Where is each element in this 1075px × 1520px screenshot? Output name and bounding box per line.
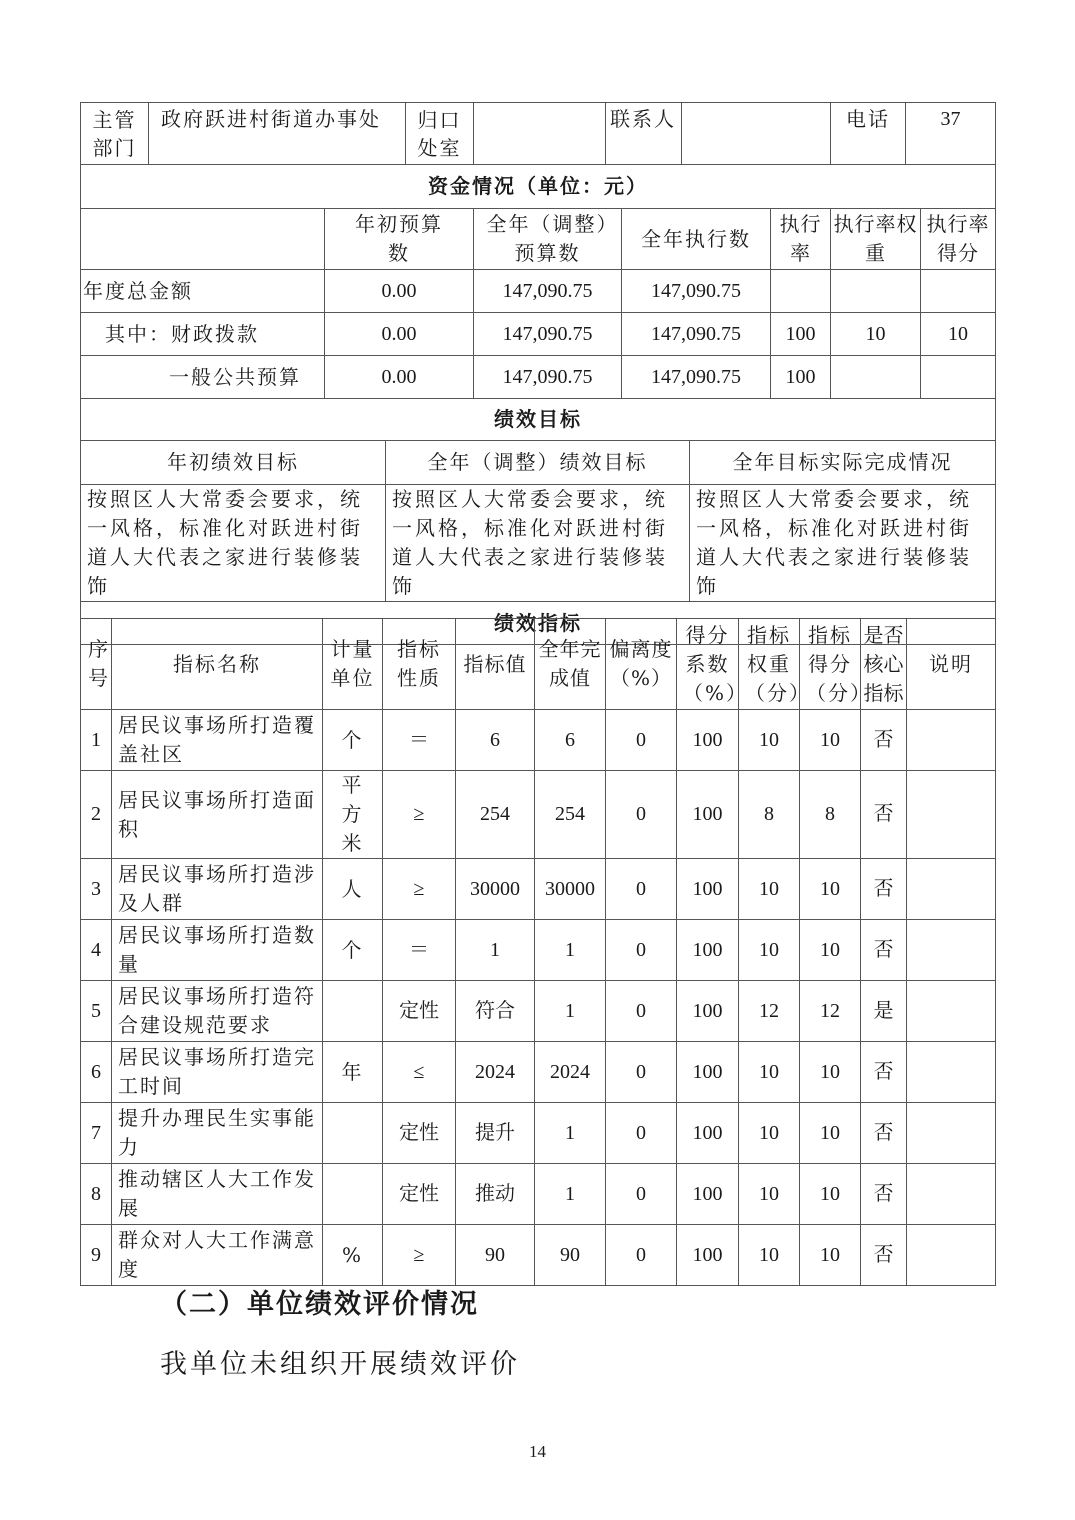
ind-coef: 100: [677, 981, 739, 1042]
ind-target: 推动: [456, 1164, 535, 1225]
office-value: [474, 103, 606, 165]
ind-core: 否: [861, 710, 907, 771]
ind-target: 1: [456, 920, 535, 981]
ind-nature: ＝: [383, 920, 456, 981]
ind-header-coef: 得分系数（%）: [677, 619, 739, 710]
funds-cell: 147,090.75: [474, 270, 622, 313]
ind-coef: 100: [677, 859, 739, 920]
ind-seq: 6: [81, 1042, 112, 1103]
ind-coef: 100: [677, 771, 739, 859]
office-label: 归口处室: [406, 103, 474, 165]
funds-cell: [831, 356, 921, 399]
ind-deviation: 0: [606, 1164, 677, 1225]
ind-coef: 100: [677, 920, 739, 981]
ind-header-unit: 计量单位: [323, 619, 383, 710]
ind-core: 否: [861, 771, 907, 859]
ind-name: 居民议事场所打造覆盖社区: [112, 710, 323, 771]
funds-row-label: 其中：财政拨款: [81, 313, 325, 356]
ind-weight: 10: [739, 920, 800, 981]
ind-unit: %: [323, 1225, 383, 1286]
ind-name: 群众对人大工作满意度: [112, 1225, 323, 1286]
ind-weight: 12: [739, 981, 800, 1042]
ind-note: [907, 1164, 996, 1225]
ind-score: 10: [800, 859, 861, 920]
indicators-table: [80, 618, 996, 1286]
ind-header-name: 指标名称: [112, 619, 323, 710]
funds-cell: 100: [771, 313, 831, 356]
funds-cell: 0.00: [325, 313, 474, 356]
goals-table: [80, 440, 996, 645]
ind-actual: 1: [535, 920, 606, 981]
ind-name: 提升办理民生实事能力: [112, 1103, 323, 1164]
goal-adjusted-text: 按照区人大常委会要求，统一风格，标准化对跃进村街道人大代表之家进行装修装饰: [386, 485, 690, 602]
ind-unit: [323, 1103, 383, 1164]
funds-row: [81, 270, 996, 313]
ind-coef: 100: [677, 1042, 739, 1103]
funds-header-initial-budget: 年初预算数: [325, 209, 474, 270]
ind-coef: 100: [677, 710, 739, 771]
ind-nature: 定性: [383, 981, 456, 1042]
section-heading: （二）单位绩效评价情况: [160, 1289, 479, 1320]
funds-title: 资金情况（单位：元）: [81, 165, 996, 209]
ind-score: 10: [800, 1225, 861, 1286]
ind-seq: 7: [81, 1103, 112, 1164]
funds-cell: [771, 270, 831, 313]
ind-note: [907, 1042, 996, 1103]
ind-actual: 6: [535, 710, 606, 771]
funds-cell: 147,090.75: [622, 356, 771, 399]
ind-nature: 定性: [383, 1164, 456, 1225]
ind-unit: 年: [323, 1042, 383, 1103]
ind-coef: 100: [677, 1225, 739, 1286]
funds-cell: [831, 270, 921, 313]
funds-header-exec-rate: 执行率: [771, 209, 831, 270]
ind-name: 居民议事场所打造数量: [112, 920, 323, 981]
ind-header-note: 说明: [907, 619, 996, 710]
ind-unit: 个: [323, 710, 383, 771]
ind-note: [907, 981, 996, 1042]
table-row: [81, 1225, 996, 1286]
ind-header-score: 指标得分（分）: [800, 619, 861, 710]
funds-row: [81, 356, 996, 399]
ind-name: 居民议事场所打造完工时间: [112, 1042, 323, 1103]
table-row: [81, 1042, 996, 1103]
funds-cell: 147,090.75: [622, 270, 771, 313]
ind-weight: 10: [739, 1103, 800, 1164]
ind-nature: ≥: [383, 771, 456, 859]
funds-header-executed: 全年执行数: [622, 209, 771, 270]
ind-core: 否: [861, 1042, 907, 1103]
ind-actual: 254: [535, 771, 606, 859]
ind-core: 否: [861, 920, 907, 981]
funds-cell: 0.00: [325, 270, 474, 313]
ind-target: 254: [456, 771, 535, 859]
ind-core: 否: [861, 1225, 907, 1286]
ind-nature: ≥: [383, 859, 456, 920]
ind-score: 10: [800, 710, 861, 771]
indicators-title: 绩效指标: [81, 602, 996, 645]
ind-seq: 2: [81, 771, 112, 859]
ind-unit: [323, 981, 383, 1042]
ind-actual: 1: [535, 981, 606, 1042]
ind-deviation: 0: [606, 771, 677, 859]
ind-weight: 8: [739, 771, 800, 859]
funds-header-exec-weight: 执行率权重: [831, 209, 921, 270]
goal-header-initial: 年初绩效目标: [81, 441, 386, 485]
ind-note: [907, 1225, 996, 1286]
funds-row-label: 年度总金额: [81, 270, 325, 313]
goal-initial-text: 按照区人大常委会要求，统一风格，标准化对跃进村街道人大代表之家进行装修装饰: [81, 485, 386, 602]
ind-score: 10: [800, 1164, 861, 1225]
ind-nature: 定性: [383, 1103, 456, 1164]
ind-name: 推动辖区人大工作发展: [112, 1164, 323, 1225]
section-paragraph: 我单位未组织开展绩效评价: [160, 1349, 520, 1380]
funds-header-blank: [81, 209, 325, 270]
ind-nature: ≤: [383, 1042, 456, 1103]
ind-unit: 平方米: [323, 771, 383, 859]
indicators-body: [81, 710, 996, 1286]
table-row: [81, 981, 996, 1042]
ind-name: 居民议事场所打造面积: [112, 771, 323, 859]
ind-deviation: 0: [606, 1042, 677, 1103]
table-row: [81, 710, 996, 771]
phone-value: 37: [906, 103, 996, 165]
ind-target: 90: [456, 1225, 535, 1286]
ind-note: [907, 859, 996, 920]
goal-header-adjusted: 全年（调整）绩效目标: [386, 441, 690, 485]
ind-weight: 10: [739, 710, 800, 771]
table-row: [81, 920, 996, 981]
funds-cell: 147,090.75: [622, 313, 771, 356]
ind-target: 2024: [456, 1042, 535, 1103]
ind-target: 符合: [456, 981, 535, 1042]
ind-coef: 100: [677, 1164, 739, 1225]
ind-score: 10: [800, 1103, 861, 1164]
ind-header-core: 是否核心指标: [861, 619, 907, 710]
ind-note: [907, 710, 996, 771]
ind-unit: 个: [323, 920, 383, 981]
ind-deviation: 0: [606, 859, 677, 920]
ind-deviation: 0: [606, 710, 677, 771]
goal-header-actual: 全年目标实际完成情况: [690, 441, 996, 485]
ind-core: 否: [861, 1103, 907, 1164]
indicators-header-row: [81, 619, 996, 710]
ind-actual: 30000: [535, 859, 606, 920]
ind-coef: 100: [677, 1103, 739, 1164]
goals-title: 绩效目标: [81, 399, 996, 441]
ind-weight: 10: [739, 859, 800, 920]
ind-score: 8: [800, 771, 861, 859]
dept-label: 主管部门: [81, 103, 149, 165]
ind-actual: 1: [535, 1164, 606, 1225]
ind-score: 10: [800, 1042, 861, 1103]
ind-weight: 10: [739, 1225, 800, 1286]
ind-target: 6: [456, 710, 535, 771]
ind-header-actual: 全年完成值: [535, 619, 606, 710]
ind-seq: 3: [81, 859, 112, 920]
ind-note: [907, 1103, 996, 1164]
ind-seq: 1: [81, 710, 112, 771]
ind-unit: 人: [323, 859, 383, 920]
ind-seq: 5: [81, 981, 112, 1042]
ind-weight: 10: [739, 1164, 800, 1225]
table-row: [81, 771, 996, 859]
funds-cell: 100: [771, 356, 831, 399]
dept-value: 政府跃进村街道办事处: [149, 103, 406, 165]
ind-header-deviation: 偏离度（%）: [606, 619, 677, 710]
ind-name: 居民议事场所打造涉及人群: [112, 859, 323, 920]
ind-seq: 9: [81, 1225, 112, 1286]
ind-target: 30000: [456, 859, 535, 920]
ind-score: 12: [800, 981, 861, 1042]
table-row: [81, 859, 996, 920]
ind-target: 提升: [456, 1103, 535, 1164]
funds-row: [81, 313, 996, 356]
ind-header-target: 指标值: [456, 619, 535, 710]
funds-table: [80, 102, 996, 441]
contact-label: 联系人: [606, 103, 682, 165]
ind-name: 居民议事场所打造符合建设规范要求: [112, 981, 323, 1042]
ind-seq: 4: [81, 920, 112, 981]
ind-note: [907, 920, 996, 981]
ind-note: [907, 771, 996, 859]
phone-label: 电话: [831, 103, 906, 165]
funds-cell: 10: [921, 313, 996, 356]
ind-header-seq: 序号: [81, 619, 112, 710]
ind-deviation: 0: [606, 981, 677, 1042]
ind-unit: [323, 1164, 383, 1225]
ind-deviation: 0: [606, 1103, 677, 1164]
funds-cell: [921, 356, 996, 399]
ind-core: 否: [861, 1164, 907, 1225]
ind-header-nature: 指标性质: [383, 619, 456, 710]
table-row: [81, 1164, 996, 1225]
ind-actual: 1: [535, 1103, 606, 1164]
ind-header-weight: 指标权重（分）: [739, 619, 800, 710]
funds-cell: 10: [831, 313, 921, 356]
ind-actual: 90: [535, 1225, 606, 1286]
page-number: 14: [529, 1442, 546, 1461]
funds-cell: [921, 270, 996, 313]
ind-deviation: 0: [606, 920, 677, 981]
goal-actual-text: 按照区人大常委会要求，统一风格，标准化对跃进村街道人大代表之家进行装修装饰: [690, 485, 996, 602]
ind-core: 是: [861, 981, 907, 1042]
ind-actual: 2024: [535, 1042, 606, 1103]
ind-core: 否: [861, 859, 907, 920]
contact-value: [682, 103, 831, 165]
ind-nature: ＝: [383, 710, 456, 771]
table-row: [81, 1103, 996, 1164]
ind-seq: 8: [81, 1164, 112, 1225]
funds-cell: 147,090.75: [474, 356, 622, 399]
funds-header-exec-score: 执行率得分: [921, 209, 996, 270]
funds-row-label: 一般公共预算: [81, 356, 325, 399]
ind-score: 10: [800, 920, 861, 981]
funds-cell: 0.00: [325, 356, 474, 399]
funds-cell: 147,090.75: [474, 313, 622, 356]
ind-nature: ≥: [383, 1225, 456, 1286]
ind-deviation: 0: [606, 1225, 677, 1286]
ind-weight: 10: [739, 1042, 800, 1103]
funds-header-adjusted-budget: 全年（调整）预算数: [474, 209, 622, 270]
